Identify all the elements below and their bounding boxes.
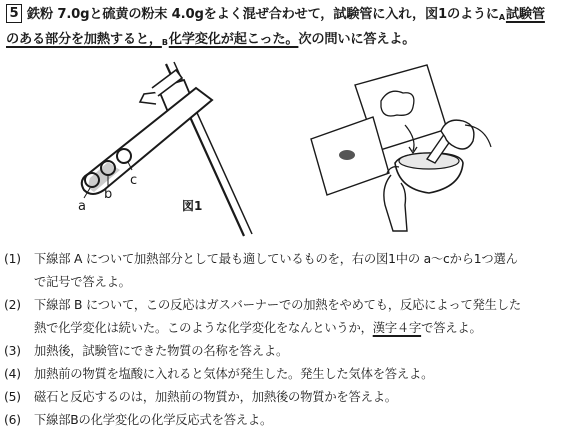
question-2	[4, 294, 584, 340]
problem-statement	[6, 4, 581, 54]
question-6-text: 下線部Bの化学変化の化学反応式を答えよ。	[34, 413, 273, 427]
question-5-number: (5)	[4, 390, 21, 404]
left-hand-icon	[384, 175, 407, 231]
question-2-number: (2)	[4, 298, 21, 312]
question-3-text: 加熱後，試験管にできた物質の名称を答えよ。	[34, 344, 289, 358]
question-1-line-2: で記号で答えよ。	[34, 275, 131, 289]
question-3	[4, 340, 584, 363]
question-5-text: 磁石と反応するのは，加熱前の物質か，加熱後の物質かを答えよ。	[34, 390, 397, 404]
question-5	[4, 386, 584, 409]
point-label-b: b	[104, 187, 113, 202]
question-2-line-2-text: 熱で化学変化は続いた。このような化学変化をなんというか，	[34, 321, 373, 335]
test-tube-figure	[48, 58, 268, 238]
question-6	[4, 409, 584, 432]
question-1-number: (1)	[4, 252, 21, 266]
question-1-line-1: 下線部 A について加熱部分として最も適しているものを，右の図1中の a～cから1つ選ん	[34, 252, 518, 266]
question-6-number: (6)	[4, 413, 21, 427]
question-2-line-1: 下線部 B について，この反応はガスバーナーでの加熱をやめても，反応によって発生した	[34, 298, 521, 312]
powder-pile-icon	[381, 91, 414, 116]
underline-a-part1: 試験管	[505, 7, 545, 22]
powder-sample-icon	[339, 150, 355, 160]
problem-line-2	[6, 29, 581, 54]
point-label-a: a	[78, 199, 86, 214]
question-2-emphasis: 漢字４字	[372, 321, 422, 335]
statement-text-1: 鉄粉 7.0gと硫黄の粉末 4.0gをよく混ぜ合わせて，試験管に入れ，図1のように	[27, 7, 499, 22]
question-2-line-2	[4, 317, 584, 340]
question-4	[4, 363, 584, 386]
question-3-number: (3)	[4, 344, 21, 358]
underline-b: 化学変化が起こった。	[168, 32, 299, 47]
question-2-line-2-end: で答えよ。	[421, 321, 482, 335]
mixing-illustration	[295, 55, 505, 245]
subscript-a: A	[498, 13, 505, 22]
point-label-c: c	[130, 173, 138, 188]
subscript-b: B	[161, 38, 168, 47]
figure-label: 図1	[182, 199, 203, 213]
question-4-text: 加熱前の物質を塩酸に入れると気体が発生した。発生した気体を答えよ。	[34, 367, 434, 381]
question-4-number: (4)	[4, 367, 21, 381]
question-list	[4, 248, 584, 432]
problem-line-1	[6, 4, 581, 29]
question-1	[4, 248, 584, 294]
question-number-box: 5	[6, 4, 22, 23]
statement-text-2: 次の問いに答えよ。	[298, 32, 416, 47]
underline-a-part2: のある部分を加熱すると，	[6, 32, 162, 47]
